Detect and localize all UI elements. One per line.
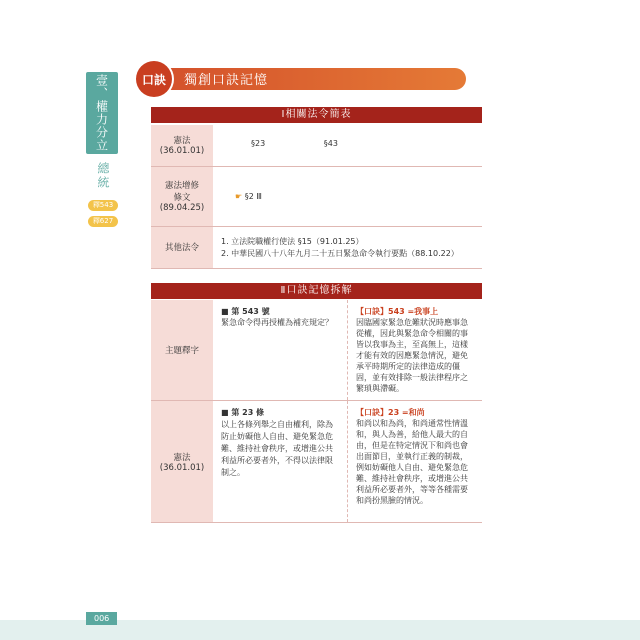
row-label: 憲法 (36.01.01) xyxy=(151,401,213,523)
row-label: 其他法令 xyxy=(151,226,213,268)
page-number: 006 xyxy=(86,612,117,625)
section-header xyxy=(136,61,476,97)
mnemonic-table xyxy=(151,300,482,523)
finger-icon: ☛ xyxy=(235,191,243,201)
header-title: 獨創口訣記憶 xyxy=(184,73,269,88)
table-row xyxy=(151,166,482,226)
other-law-2: 2. 中華民國八十八年九月二十五日緊急命令執行要點（88.10.22） xyxy=(221,248,459,258)
article-43: §43 xyxy=(323,139,338,148)
interpretation-question: 緊急命令得再授權為補充規定？ xyxy=(221,318,333,327)
section1-title: Ⅰ相關法令簡表 xyxy=(151,107,482,123)
row-label: 主題釋字 xyxy=(151,300,213,401)
header-circle: 口訣 xyxy=(136,61,172,97)
chapter-tab: 壹、權力分立 xyxy=(86,72,118,154)
interpretation-number: ■ 第 543 號 xyxy=(221,307,270,316)
article-text: 以上各條列舉之自由權利，除為防止妨礙他人自由、避免緊急危難、維持社會秩序，或增進公共利益所必要者外，不得以法律限制之。 xyxy=(221,420,333,477)
law-table xyxy=(151,125,482,269)
article-23: §23 xyxy=(251,139,266,148)
table-row xyxy=(151,300,482,401)
row-label: 憲法增修 條文 (89.04.25) xyxy=(151,166,213,226)
badge-627: 釋627 xyxy=(88,216,118,227)
section2-title: Ⅱ口訣記憶拆解 xyxy=(151,283,482,299)
other-law-1: 1. 立法院職權行使法 §15（91.01.25） xyxy=(221,236,364,246)
chapter-subtitle: 總統 xyxy=(96,162,110,190)
article-number: ■ 第 23 條 xyxy=(221,408,265,417)
mnemonic-explanation: 因臨國家緊急危難狀況時應事急從權，因此與緊急命令相關的事皆以我事為主，至高無上，這樣才能有效的因應緊急情況，避免承平時期所定的法律造成的僵固，並有效排除一般法律程序之繁瑣與滯礙。 xyxy=(356,318,468,393)
table-row xyxy=(151,226,482,268)
badge-543: 釋543 xyxy=(88,200,118,211)
article-2-3: §2 Ⅲ xyxy=(244,191,262,201)
mnemonic-heading: 【口訣】543 =我事上 xyxy=(356,307,439,316)
table-row xyxy=(151,125,482,166)
mnemonic-explanation: 和尚以和為尚，和尚通常性情溫和，與人為善，給他人最大的自由，但是在特定情況下和尚也會出面節目，並執行正義的制裁，例如妨礙他人自由、避免緊急危難、維持社會秩序，或增進公共利益所必要者外，等等各種需要和尚扮黑臉的情況。 xyxy=(356,419,468,505)
row-label: 憲法 (36.01.01) xyxy=(151,125,213,166)
mnemonic-heading: 【口訣】23 =和尚 xyxy=(356,408,425,417)
table-row xyxy=(151,401,482,523)
